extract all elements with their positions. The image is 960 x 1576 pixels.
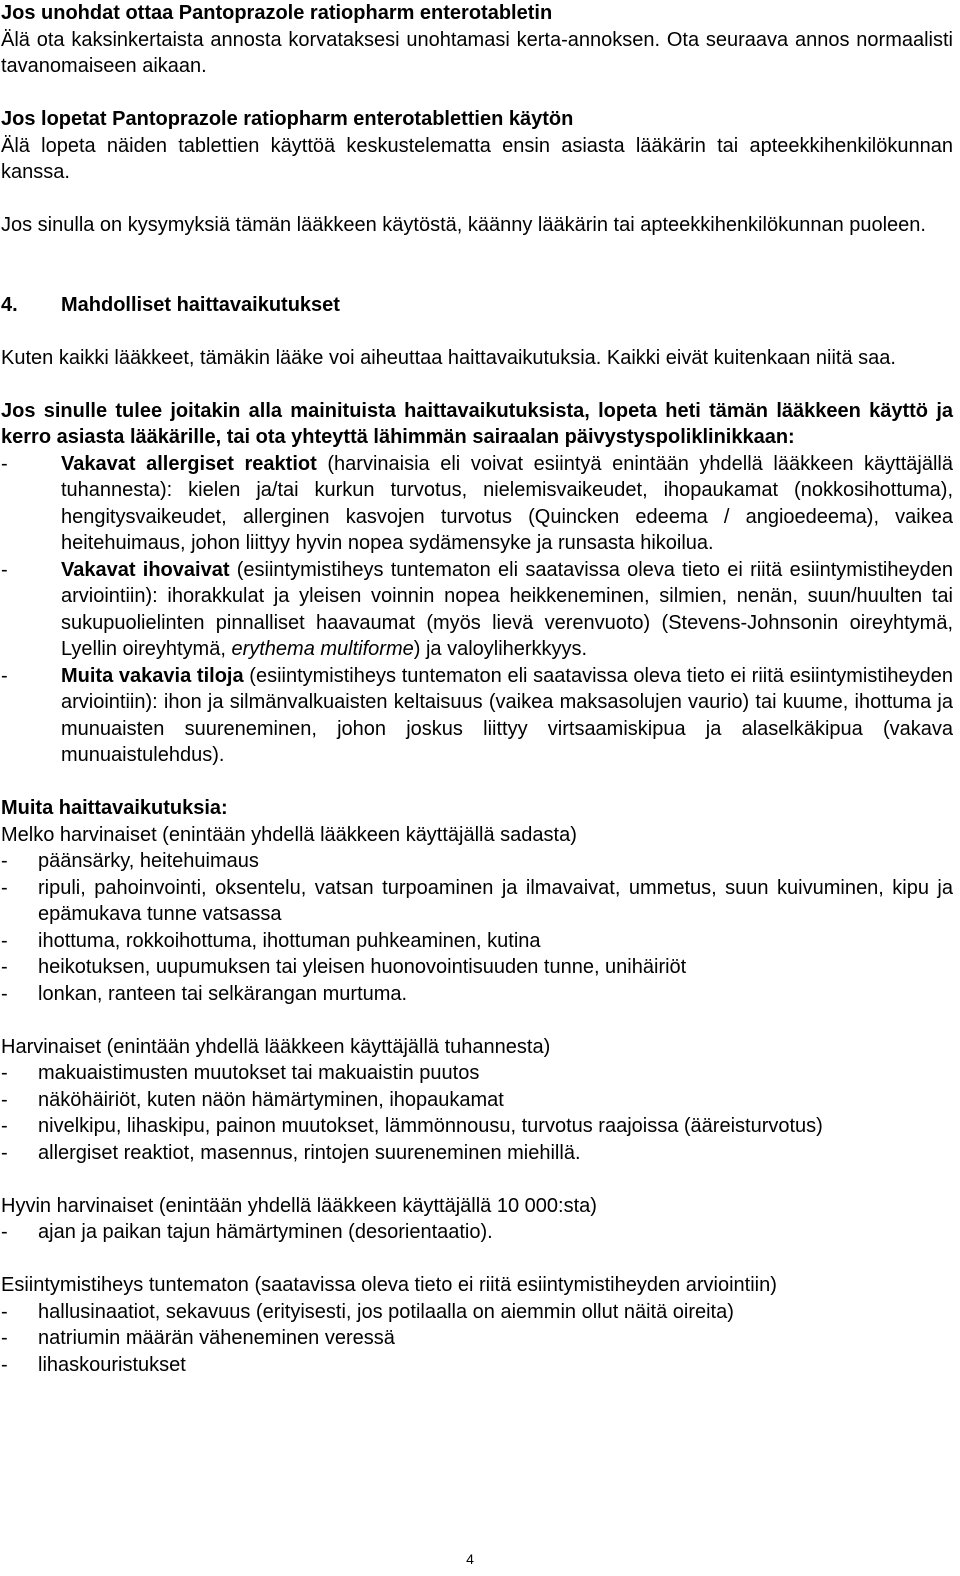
list-item: - näköhäiriöt, kuten näön hämärtyminen, ihopaukamat (1, 1087, 953, 1114)
frequency-list (1, 1219, 953, 1246)
list-item: - lihaskouristukset (1, 1352, 953, 1379)
dash-marker: - (1, 1300, 8, 1323)
stop-heading: Jos lopetat Pantoprazole ratiopharm enterotablettien käytön (1, 108, 574, 130)
forgot-text: Älä ota kaksinkertaista annosta korvataksesi unohtamasi kerta-annoksen. Ota seuraava annos normaalisti tavanomaiseen aikaan. (1, 28, 953, 77)
other-effects-heading: Muita haittavaikutuksia: (1, 797, 228, 819)
section-4-heading (1, 292, 953, 319)
document-page (1, 0, 953, 1378)
dash-marker: - (1, 1088, 8, 1111)
list-item (1, 663, 953, 769)
page-number: 4 (466, 1551, 474, 1567)
list-item: - ripuli, pahoinvointi, oksentelu, vatsan turpoaminen ja ilmavaivat, ummetus, suun kuivuminen, kipu ja epämukava tunne vatsassa (1, 875, 953, 928)
frequency-heading: Harvinaiset (enintään yhdellä lääkkeen käyttäjällä tuhannesta) (1, 1035, 551, 1058)
serious-text: (harvinaisia eli voivat esiintyä enintään yhdellä lääkkeen käyttäjällä tuhannesta): kielen ja/tai kurkun turvotus, nielemisvaikeudet, ihopaukamat (nokkosihottuma), hengitysvaikeudet, allerginen kasvojen turvotus (Quincken edeema / angioedeema), vaikea heitehuimaus, johon liittyy hyvin nopea sydämensyke ja runsasta hikoilua. (61, 452, 953, 554)
serious-text: (esiintymistiheys tuntematon eli saatavissa oleva tieto ei riitä esiintymistiheyden arviointiin): ihorakkulat ja yleisen voinnin nopea heikkeneminen, silmien, nenän, suun/huulten tai sukupuolielinten pinnalliset haavaumat (myös lievä verenvuoto) (Stevens-Johnsonin oireyhtymä, Lyellin oireyhtymä, (61, 558, 953, 660)
list-item (1, 557, 953, 663)
frequency-heading: Melko harvinaiset (enintään yhdellä lääkkeen käyttäjällä sadasta) (1, 823, 577, 846)
side-effects-intro: Kuten kaikki lääkkeet, tämäkin lääke voi aiheuttaa haittavaikutuksia. Kaikki eivät kuitenkaan niitä saa. (1, 346, 896, 369)
dash-marker: - (1, 1327, 8, 1349)
serious-text-after: ) ja valoyliherkkyys. (413, 638, 588, 660)
list-item: - ajan ja paikan tajun hämärtyminen (desorientaatio). (1, 1219, 953, 1246)
stop-text: Älä lopeta näiden tablettien käyttöä keskustelematta ensin asiasta lääkärin tai apteekkihenkilökunnan kanssa. (1, 134, 953, 183)
list-item (1, 451, 953, 557)
serious-label: Vakavat ihovaivat (61, 558, 230, 581)
forgot-heading: Jos unohdat ottaa Pantoprazole ratiopharm enterotabletin (1, 2, 553, 24)
list-item: - natriumin määrän väheneminen veressä (1, 1325, 953, 1352)
section-number: 4. (1, 293, 18, 316)
frequency-list (1, 1060, 953, 1166)
list-item: - nivelkipu, lihaskipu, painon muutokset, lämmönnousu, turvotus raajoissa (ääreisturvotus) (1, 1113, 953, 1140)
dash-marker: - (1, 664, 8, 687)
dash-marker: - (1, 929, 8, 952)
dash-marker: - (1, 876, 8, 899)
list-item: - makuaistimusten muutokset tai makuaistin puutos (1, 1060, 953, 1087)
dash-marker: - (1, 1062, 8, 1084)
dash-marker: - (1, 452, 8, 475)
list-item: - hallusinaatiot, sekavuus (erityisesti, jos potilaalla on aiemmin ollut näitä oireita) (1, 1299, 953, 1326)
frequency-list (1, 1299, 953, 1379)
serious-effects-list (1, 451, 953, 769)
serious-italic: erythema multiforme (231, 638, 414, 660)
list-item: - lonkan, ranteen tai selkärangan murtuma. (1, 981, 953, 1008)
serious-text: (esiintymistiheys tuntematon eli saatavissa oleva tieto ei riitä esiintymistiheyden arviointiin): ihon ja silmänvalkuaisten keltaisuus (vaikea maksasolujen vaurio) tai kuume, ihottuma ja munuaisten suureneminen, johon joskus liittyy virtsaamiskipua ja alaselkäkipua (vakava munuaistulehdus). (61, 664, 953, 766)
section-title: Mahdolliset haittavaikutukset (61, 293, 340, 316)
dash-marker: - (1, 1353, 8, 1376)
frequency-list (1, 848, 953, 1007)
list-item: - heikotuksen, uupumuksen tai yleisen huonovointisuuden tunne, unihäiriöt (1, 954, 953, 981)
list-item: - päänsärky, heitehuimaus (1, 848, 953, 875)
list-item: - allergiset reaktiot, masennus, rintojen suureneminen miehillä. (1, 1140, 953, 1167)
questions-text: Jos sinulla on kysymyksiä tämän lääkkeen käytöstä, käänny lääkärin tai apteekkihenkilökunnan puoleen. (1, 214, 926, 236)
dash-marker: - (1, 850, 8, 872)
serious-label: Muita vakavia tiloja (61, 664, 244, 687)
dash-marker: - (1, 982, 8, 1005)
list-item: - ihottuma, rokkoihottuma, ihottuman puhkeaminen, kutina (1, 928, 953, 955)
warning-text: Jos sinulle tulee joitakin alla mainituista haittavaikutuksista, lopeta heti tämän lääkkeen käyttö ja kerro asiasta lääkärille, tai ota yhteyttä lähimmän sairaalan päivystyspoliklinikkaan: (1, 399, 953, 448)
dash-marker: - (1, 1141, 8, 1164)
frequency-heading: Esiintymistiheys tuntematon (saatavissa oleva tieto ei riitä esiintymistiheyden arviointiin) (1, 1274, 777, 1296)
frequency-heading: Hyvin harvinaiset (enintään yhdellä lääkkeen käyttäjällä 10 000:sta) (1, 1194, 597, 1217)
serious-label: Vakavat allergiset reaktiot (61, 452, 317, 475)
dash-marker: - (1, 1115, 8, 1137)
dash-marker: - (1, 956, 8, 978)
dash-marker: - (1, 1221, 8, 1243)
dash-marker: - (1, 558, 8, 581)
